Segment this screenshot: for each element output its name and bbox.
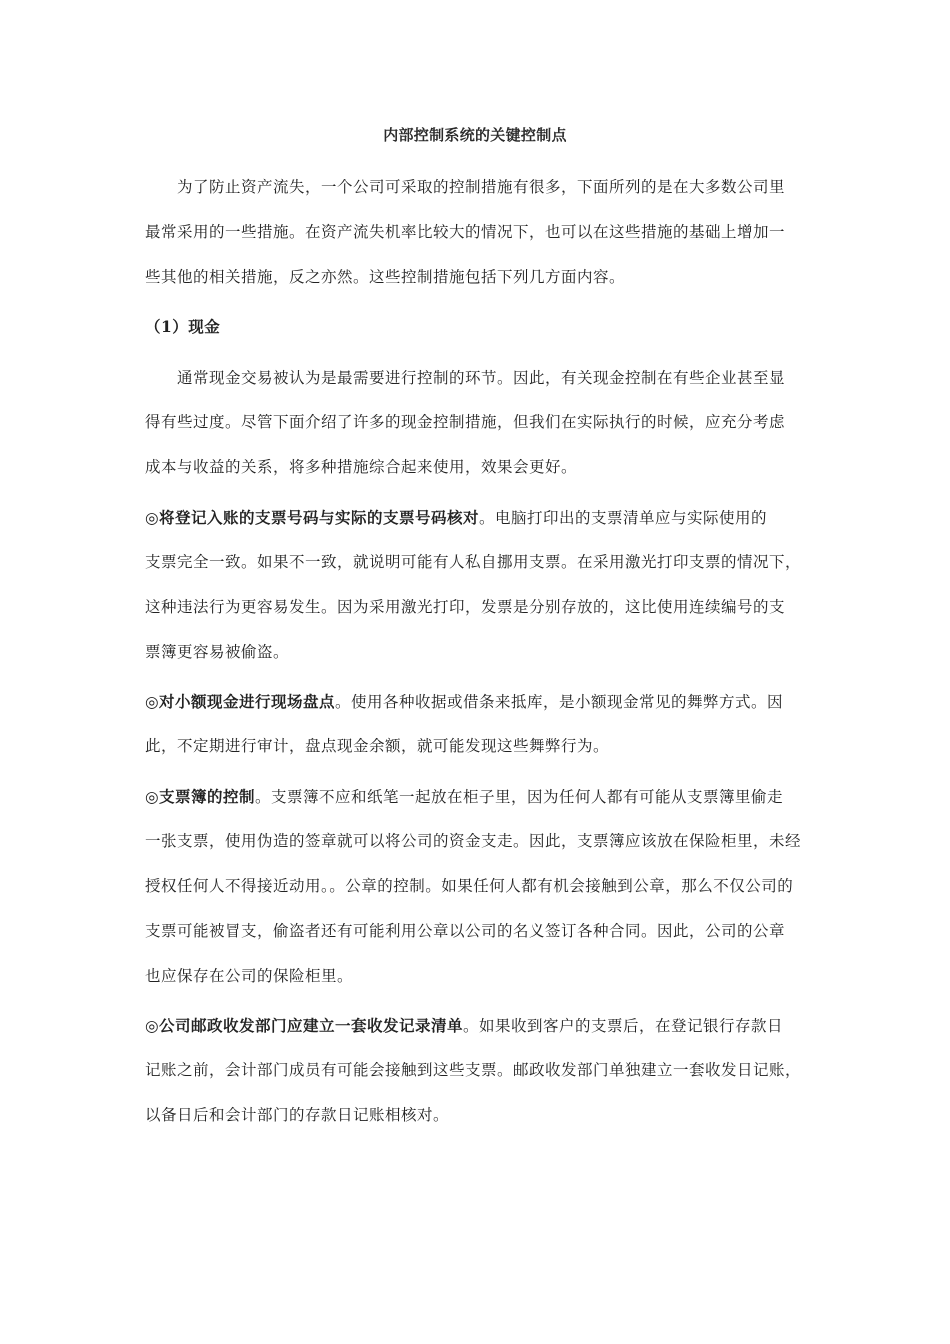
bullet-2-text: 。使用各种收据或借条来抵库，是小额现金常见的舞弊方式。因 xyxy=(335,693,784,711)
bullet-1-text: 。电脑打印出的支票清单应与实际使用的 xyxy=(479,509,768,527)
bullet-1-line-2: 支票完全一致。如果不一致，就说明可能有人私自挪用支票。在采用激光打印支票的情况下， xyxy=(145,553,802,571)
bullet-2-heading: ◎对小额现金进行现场盘点 xyxy=(145,692,336,711)
cash-paragraph-line-2: 得有些过度。尽管下面介绍了许多的现金控制措施，但我们在实际执行的时候，应充分考虑 xyxy=(145,413,786,431)
bullet-4-line-2: 记账之前，会计部门成员有可能会接触到这些支票。邮政收发部门单独建立一套收发日记账， xyxy=(145,1061,802,1079)
bullet-3-first-line xyxy=(145,786,783,808)
intro-line-3: 些其他的相关措施，反之亦然。这些控制措施包括下列几方面内容。 xyxy=(145,268,626,286)
bullet-4-text: 。如果收到客户的支票后，在登记银行存款日 xyxy=(463,1017,784,1035)
bullet-4-heading: ◎公司邮政收发部门应建立一套收发记录清单 xyxy=(145,1016,464,1035)
bullet-3-line-3: 授权任何人不得接近动用。。公章的控制。如果任何人都有机会接触到公章，那么不仅公司的 xyxy=(145,877,794,895)
bullet-3-heading: ◎支票簿的控制 xyxy=(145,787,256,806)
bullet-3-line-2: 一张支票，使用伪造的签章就可以将公司的资金支走。因此，支票簿应该放在保险柜里，未经 xyxy=(145,832,802,850)
bullet-1-first-line xyxy=(145,507,767,529)
bullet-2-first-line xyxy=(145,691,783,713)
bullet-1-line-3: 这种违法行为更容易发生。因为采用激光打印，发票是分别存放的，这比使用连续编号的支 xyxy=(145,598,786,616)
document-title: 内部控制系统的关键控制点 xyxy=(383,126,567,144)
intro-line-2: 最常采用的一些措施。在资产流失机率比较大的情况下，也可以在这些措施的基础上增加一 xyxy=(145,223,786,241)
cash-paragraph-line-3: 成本与收益的关系，将多种措施综合起来使用，效果会更好。 xyxy=(145,458,578,476)
bullet-4-line-3: 以备日后和会计部门的存款日记账相核对。 xyxy=(145,1106,450,1124)
bullet-4-first-line xyxy=(145,1015,783,1037)
bullet-1-heading: ◎将登记入账的支票号码与实际的支票号码核对 xyxy=(145,508,480,527)
bullet-3-line-5: 也应保存在公司的保险柜里。 xyxy=(145,967,354,985)
bullet-3-text: 。支票簿不应和纸笔一起放在柜子里，因为任何人都有可能从支票簿里偷走 xyxy=(255,788,784,806)
cash-paragraph-line-1: 通常现金交易被认为是最需要进行控制的环节。因此，有关现金控制在有些企业甚至显 xyxy=(177,369,786,387)
bullet-2-line-2: 此，不定期进行审计，盘点现金余额，就可能发现这些舞弊行为。 xyxy=(145,737,610,755)
bullet-1-line-4: 票簿更容易被偷盗。 xyxy=(145,643,290,661)
bullet-3-line-4: 支票可能被冒支，偷盗者还有可能利用公章以公司的名义签订各种合同。因此，公司的公章 xyxy=(145,922,786,940)
section-heading-cash: （1）现金 xyxy=(145,317,221,336)
intro-line-1: 为了防止资产流失，一个公司可采取的控制措施有很多，下面所列的是在大多数公司里 xyxy=(177,178,786,196)
